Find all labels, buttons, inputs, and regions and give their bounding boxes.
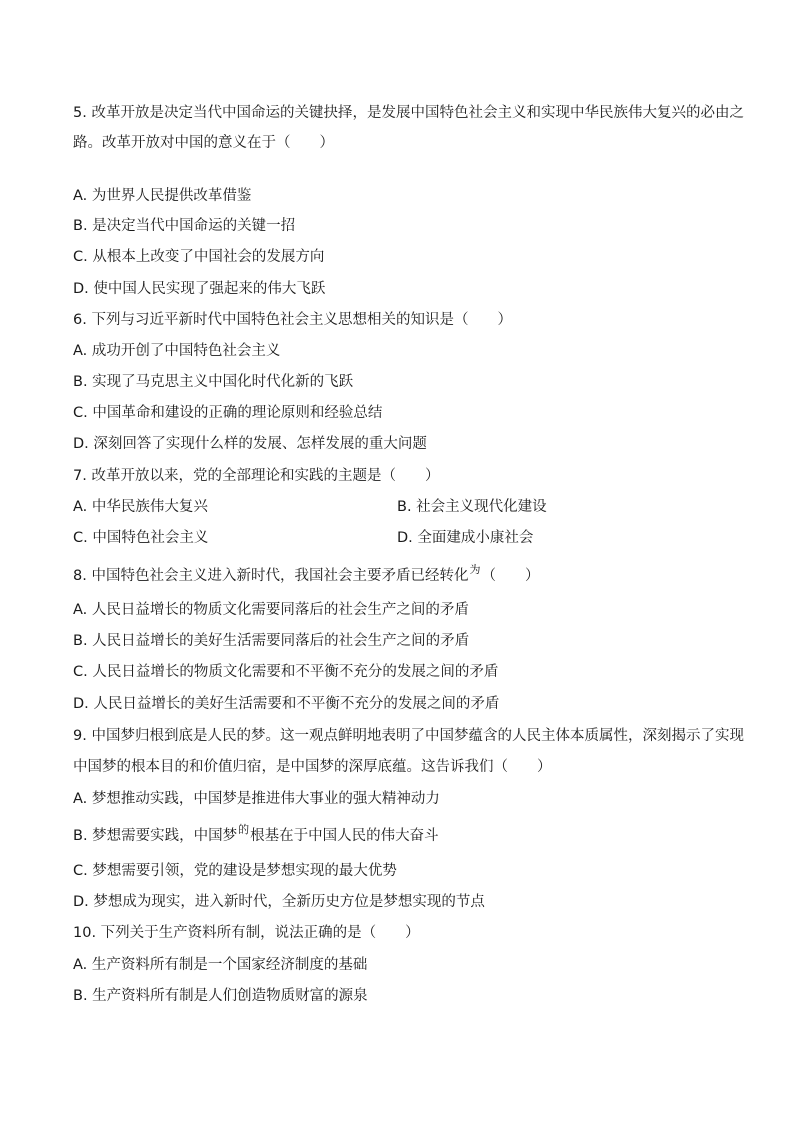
question-9-option-b (73, 823, 439, 847)
question-10-stem: 10. 下列关于生产资料所有制，说法正确的是（ ） (73, 925, 420, 941)
question-8-stem-bracket: （ ） (481, 568, 540, 584)
question-6-stem: 6. 下列与习近平新时代中国特色社会主义思想相关的知识是（ ） (73, 312, 512, 328)
question-8-option-a: A. 人民日益增长的物质文化需要同落后的社会生产之间的矛盾 (73, 602, 469, 618)
question-8-stem-text: 8. 中国特色社会主义进入新时代，我国社会主要矛盾已经转化 (73, 568, 469, 584)
question-8-option-d: D. 人民日益增长的美好生活需要和不平衡不充分的发展之间的矛盾 (73, 696, 500, 712)
question-6-option-c: C. 中国革命和建设的正确的理论原则和经验总结 (73, 405, 383, 421)
question-5-option-b: B. 是决定当代中国命运的关键一招 (73, 218, 296, 234)
question-5-option-d: D. 使中国人民实现了强起来的伟大飞跃 (73, 281, 326, 297)
question-7-option-b: B. 社会主义现代化建设 (397, 499, 547, 515)
question-7-option-d: D. 全面建成小康社会 (397, 530, 534, 546)
question-5-stem-line-1: 5. 改革开放是决定当代中国命运的关键抉择，是发展中国特色社会主义和实现中华民族伟大复兴的必由之 (73, 105, 744, 121)
question-6-option-b: B. 实现了马克思主义中国化时代化新的飞跃 (73, 374, 354, 390)
question-8-option-b: B. 人民日益增长的美好生活需要同落后的社会生产之间的矛盾 (73, 633, 470, 649)
question-7-stem: 7. 改革开放以来，党的全部理论和实践的主题是（ ） (73, 468, 440, 484)
question-5-stem-line-2: 路。改革开放对中国的意义在于（ ） (73, 135, 334, 151)
question-9-option-a: A. 梦想推动实践，中国梦是推进伟大事业的强大精神动力 (73, 791, 440, 807)
question-6-option-d: D. 深刻回答了实现什么样的发展、怎样发展的重大问题 (73, 436, 427, 452)
question-7-option-c: C. 中国特色社会主义 (73, 530, 209, 546)
question-9-stem-line-1: 9. 中国梦归根到底是人民的梦。这一观点鲜明地表明了中国梦蕴含的人民主体本质属性，深刻揭示了实现 (73, 728, 744, 744)
question-8-stem (73, 563, 540, 587)
question-7-option-a: A. 中华民族伟大复兴 (73, 499, 208, 515)
question-8-option-c: C. 人民日益增长的物质文化需要和不平衡不充分的发展之间的矛盾 (73, 664, 499, 680)
question-6-option-a: A. 成功开创了中国特色社会主义 (73, 343, 281, 359)
question-10-option-b: B. 生产资料所有制是人们创造物质财富的源泉 (73, 988, 368, 1004)
question-9-option-b-text: B. 梦想需要实践，中国梦 (73, 828, 238, 844)
question-9-option-b-tail: 根基在于中国人民的伟大奋斗 (250, 828, 439, 844)
question-9-stem-line-2: 中国梦的根本目的和价值归宿，是中国梦的深厚底蕴。这告诉我们（ ） (73, 759, 552, 775)
question-5-option-c: C. 从根本上改变了中国社会的发展方向 (73, 249, 325, 265)
question-9-option-c: C. 梦想需要引领，党的建设是梦想实现的最大优势 (73, 863, 397, 879)
question-10-option-a: A. 生产资料所有制是一个国家经济制度的基础 (73, 957, 368, 973)
question-5-option-a: A. 为世界人民提供改革借鉴 (73, 188, 252, 204)
question-9-option-b-superscript: 的 (238, 823, 250, 836)
question-8-stem-superscript: 为 (469, 563, 481, 576)
question-9-option-d: D. 梦想成为现实，进入新时代，全新历史方位是梦想实现的节点 (73, 894, 485, 910)
